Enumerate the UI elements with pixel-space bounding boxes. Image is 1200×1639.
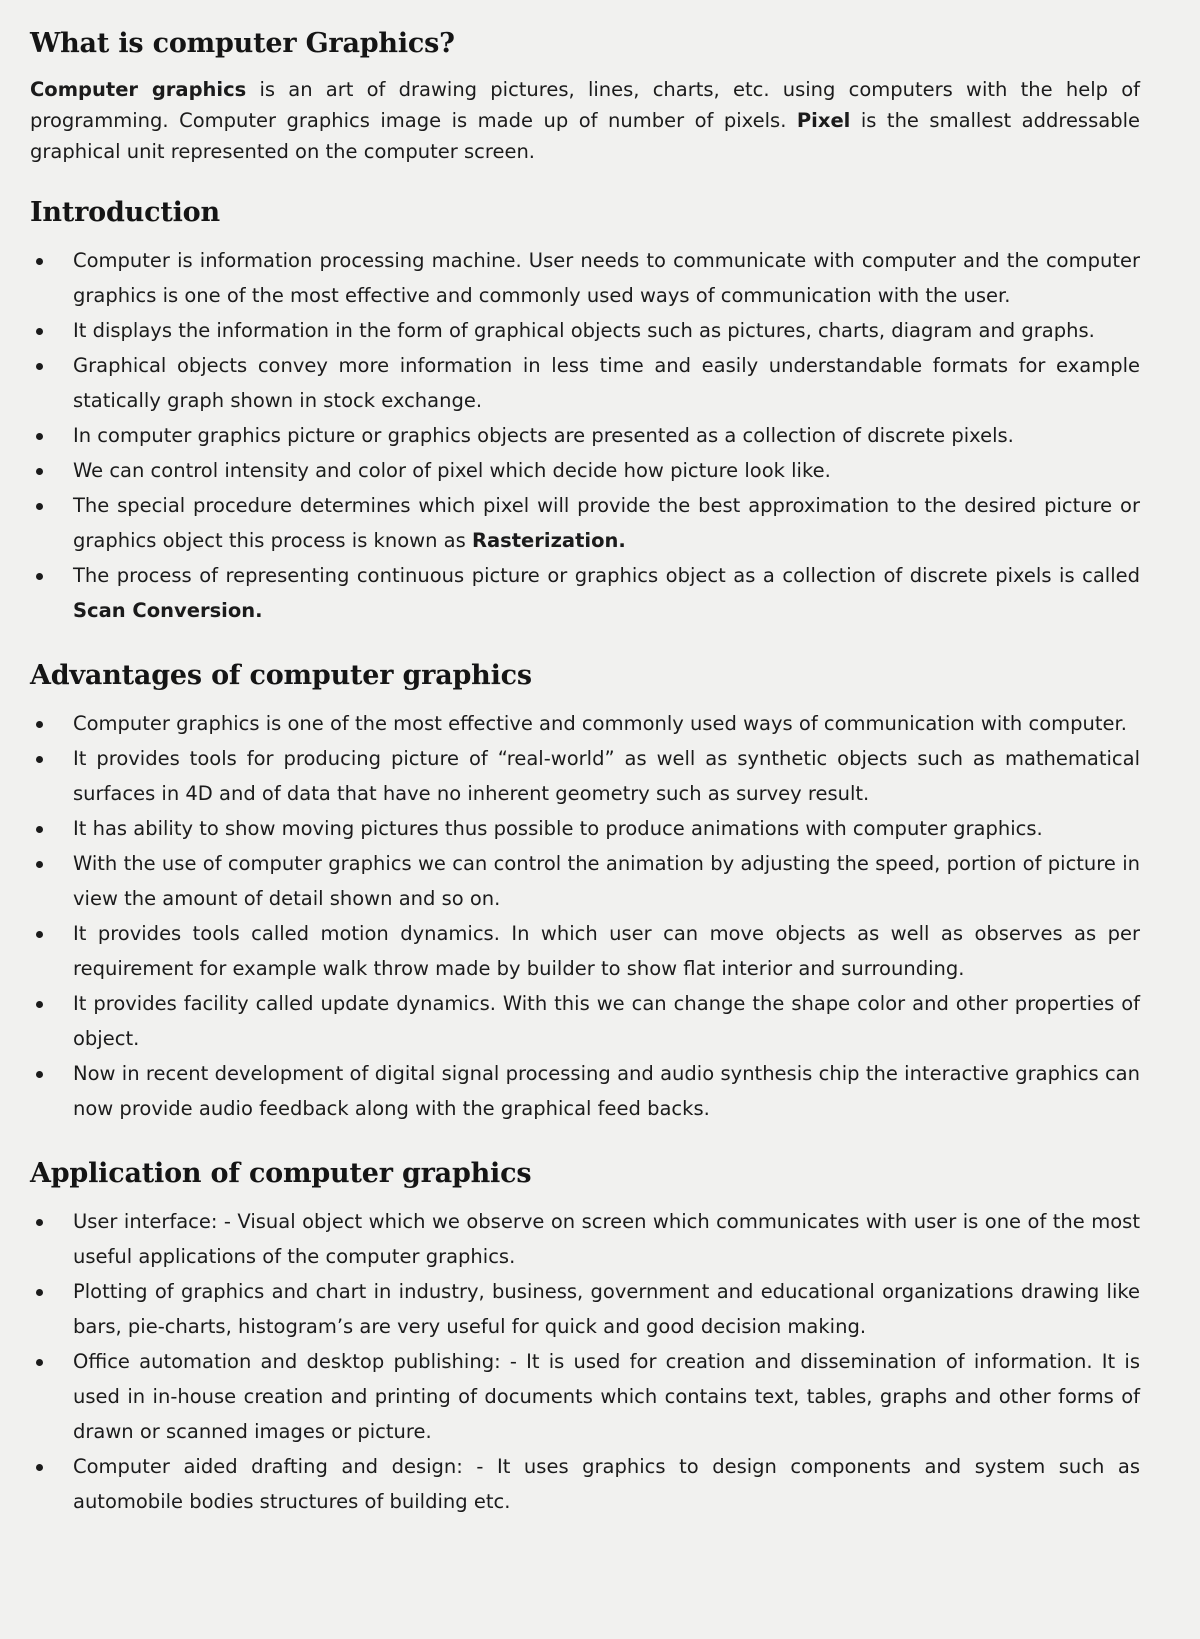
list-item-text: Computer is information processing machine. User needs to communicate with computer and the computer graphics is one of the most effective and commonly used ways of communication with the user.: [73, 249, 1140, 307]
list-item: [30, 488, 1140, 558]
list-item-text: Now in recent development of digital signal processing and audio synthesis chip the interactive graphics can now provide audio feedback along with the graphical feed backs.: [73, 1062, 1140, 1120]
bullet-icon: [36, 573, 43, 580]
introduction-section: [30, 193, 1140, 628]
bullet-icon: [36, 328, 43, 335]
advantages-list: [30, 706, 1140, 1126]
bullet-icon: [36, 1359, 43, 1366]
list-item-text: The process of representing continuous picture or graphics object as a collection of discrete pixels is called: [73, 564, 1140, 587]
bullet-icon: [36, 1464, 43, 1471]
list-item: [30, 1344, 1140, 1449]
bullet-icon: [36, 363, 43, 370]
list-item: [30, 243, 1140, 313]
introduction-list: [30, 243, 1140, 628]
bullet-icon: [36, 826, 43, 833]
list-item-text: We can control intensity and color of pixel which decide how picture look like.: [73, 459, 831, 482]
bullet-icon: [36, 1289, 43, 1296]
list-item: [30, 741, 1140, 811]
list-item: [30, 1204, 1140, 1274]
page-title: What is computer Graphics?: [30, 28, 455, 59]
term-computer-graphics: Computer graphics: [30, 78, 247, 101]
list-item-text: It provides facility called update dynamics. With this we can change the shape color and other properties of object.: [73, 992, 1140, 1050]
bullet-icon: [36, 258, 43, 265]
term-pixel: Pixel: [796, 109, 851, 132]
list-item-text: Computer graphics is one of the most effective and commonly used ways of communication with computer.: [73, 712, 1127, 735]
list-item: [30, 706, 1140, 741]
bullet-icon: [36, 433, 43, 440]
list-item-text: Plotting of graphics and chart in industry, business, government and educational organizations drawing like bars, pie-charts, histogram’s are very useful for quick and good decision making.: [73, 1280, 1140, 1338]
list-item-text: With the use of computer graphics we can control the animation by adjusting the speed, portion of picture in view the amount of detail shown and so on.: [73, 852, 1140, 910]
intro-text-2: is the smallest addressable graphical unit represented on the computer screen.: [30, 109, 1140, 163]
bullet-icon: [36, 931, 43, 938]
bullet-icon: [36, 756, 43, 763]
list-item: [30, 313, 1140, 348]
advantages-section: [30, 656, 1140, 1126]
applications-heading: Application of computer graphics: [30, 1158, 532, 1189]
applications-section: [30, 1154, 1140, 1519]
list-item: [30, 453, 1140, 488]
list-item: [30, 916, 1140, 986]
list-item: [30, 1274, 1140, 1344]
list-item: [30, 846, 1140, 916]
term-scan-conversion: Scan Conversion.: [73, 599, 263, 622]
list-item-text: Office automation and desktop publishing: - It is used for creation and dissemination of information. It is used in in-house creation and printing of documents which contains text, tables, graphs and other forms of drawn or scanned images or picture.: [73, 1350, 1140, 1443]
list-item: [30, 558, 1140, 628]
list-item: [30, 418, 1140, 453]
list-item-text: In computer graphics picture or graphics objects are presented as a collection of discrete pixels.: [73, 424, 1014, 447]
list-item-text: Graphical objects convey more information in less time and easily understandable formats for example statically graph shown in stock exchange.: [73, 354, 1140, 412]
list-item: [30, 348, 1140, 418]
list-item-text: Computer aided drafting and design: - It uses graphics to design components and system such as automobile bodies structures of building etc.: [73, 1455, 1140, 1513]
bullet-icon: [36, 1001, 43, 1008]
list-item-text: User interface: - Visual object which we observe on screen which communicates with user is one of the most useful applications of the computer graphics.: [73, 1210, 1140, 1268]
bullet-icon: [36, 503, 43, 510]
intro-text-1: is an art of drawing pictures, lines, charts, etc. using computers with the help of programming. Computer graphics image is made up of number of pixels.: [30, 78, 1140, 132]
list-item-text: It has ability to show moving pictures thus possible to produce animations with computer graphics.: [73, 817, 1043, 840]
bullet-icon: [36, 721, 43, 728]
list-item-text: It provides tools called motion dynamics. In which user can move objects as well as observes as per requirement for example walk throw made by builder to show flat interior and surrounding.: [73, 922, 1140, 980]
list-item: [30, 811, 1140, 846]
term-rasterization: Rasterization.: [471, 529, 626, 552]
bullet-icon: [36, 1071, 43, 1078]
bullet-icon: [36, 861, 43, 868]
applications-list: [30, 1204, 1140, 1519]
bullet-icon: [36, 1219, 43, 1226]
list-item: [30, 1056, 1140, 1126]
list-item: [30, 986, 1140, 1056]
bullet-icon: [36, 468, 43, 475]
list-item-text: The special procedure determines which pixel will provide the best approximation to the desired picture or graphics object this process is known as: [73, 494, 1140, 552]
list-item: [30, 1449, 1140, 1519]
list-item-text: It provides tools for producing picture of “real-world” as well as synthetic objects such as mathematical surfaces in 4D and of data that have no inherent geometry such as survey result.: [73, 747, 1140, 805]
intro-paragraph: [30, 74, 1140, 167]
advantages-heading: Advantages of computer graphics: [30, 660, 532, 691]
introduction-heading: Introduction: [30, 197, 220, 228]
list-item-text: It displays the information in the form of graphical objects such as pictures, charts, diagram and graphs.: [73, 319, 1095, 342]
